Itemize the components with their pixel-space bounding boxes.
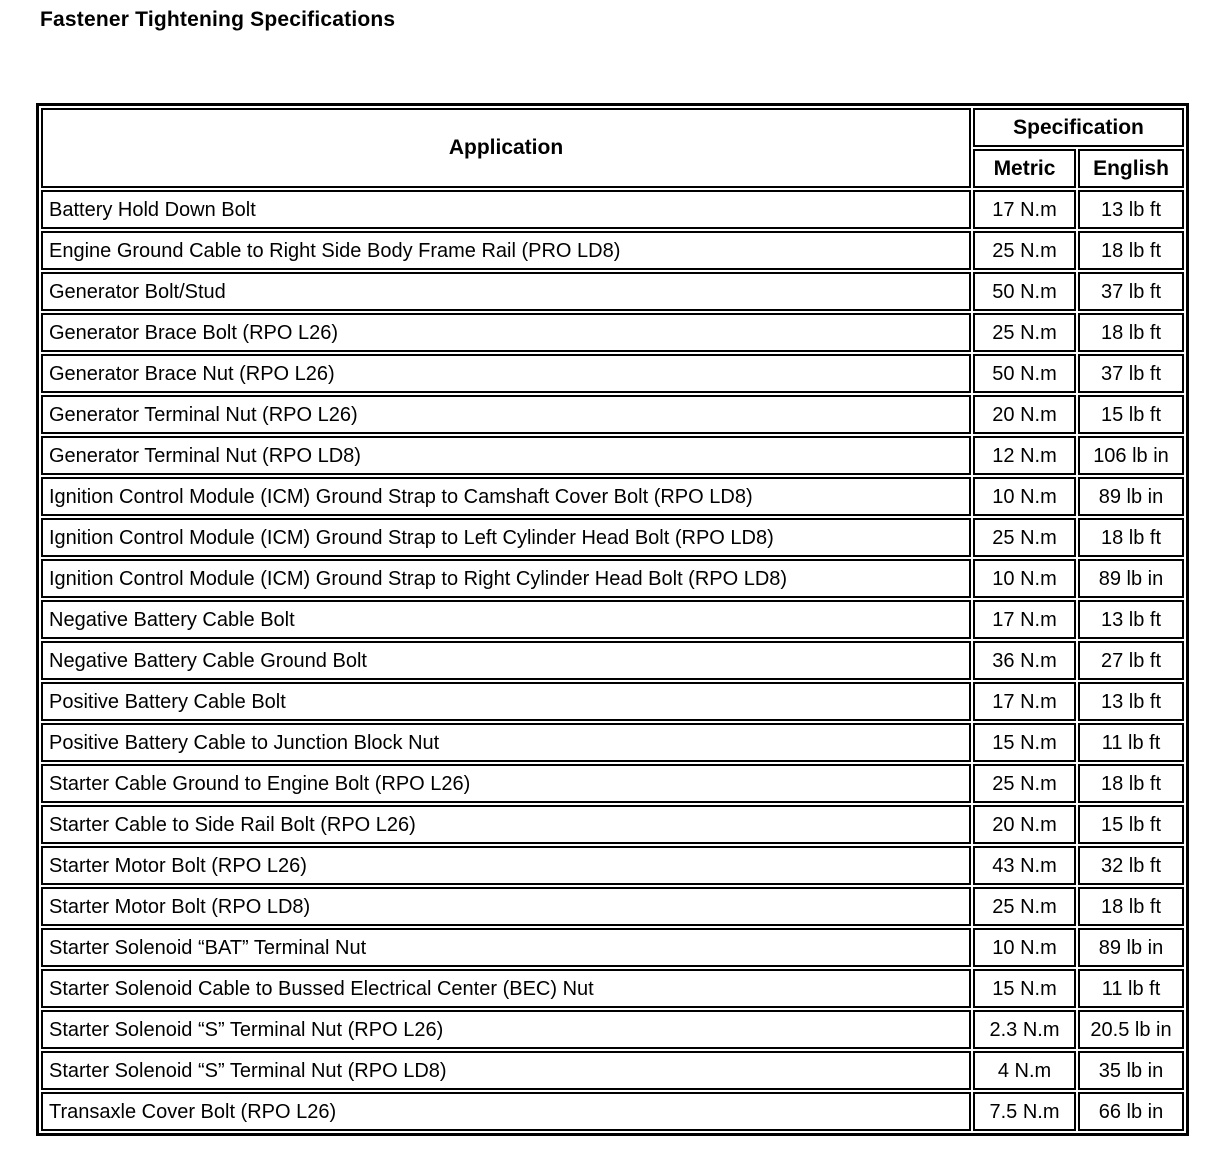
english-cell: 13 lb ft [1078, 600, 1184, 639]
english-cell: 106 lb in [1078, 436, 1184, 475]
english-cell: 18 lb ft [1078, 518, 1184, 557]
english-cell: 18 lb ft [1078, 764, 1184, 803]
application-column-header: Application [41, 108, 971, 188]
table-row [41, 641, 1184, 680]
english-cell: 89 lb in [1078, 559, 1184, 598]
table-row [41, 887, 1184, 926]
metric-cell: 20 N.m [973, 395, 1076, 434]
application-cell: Generator Terminal Nut (RPO LD8) [41, 436, 971, 475]
metric-cell: 25 N.m [973, 887, 1076, 926]
application-cell: Starter Solenoid “S” Terminal Nut (RPO L26) [41, 1010, 971, 1049]
metric-cell: 15 N.m [973, 969, 1076, 1008]
spec-table-header [41, 108, 1184, 188]
table-row [41, 805, 1184, 844]
header-row-1 [41, 108, 1184, 147]
table-row [41, 272, 1184, 311]
spec-table-body [41, 190, 1184, 1131]
metric-cell: 50 N.m [973, 354, 1076, 393]
table-row [41, 969, 1184, 1008]
application-cell: Ignition Control Module (ICM) Ground Strap to Left Cylinder Head Bolt (RPO LD8) [41, 518, 971, 557]
metric-cell: 43 N.m [973, 846, 1076, 885]
metric-cell: 50 N.m [973, 272, 1076, 311]
metric-cell: 7.5 N.m [973, 1092, 1076, 1131]
table-row [41, 231, 1184, 270]
english-cell: 32 lb ft [1078, 846, 1184, 885]
english-cell: 37 lb ft [1078, 354, 1184, 393]
application-cell: Negative Battery Cable Ground Bolt [41, 641, 971, 680]
application-cell: Starter Solenoid Cable to Bussed Electrical Center (BEC) Nut [41, 969, 971, 1008]
application-cell: Generator Brace Nut (RPO L26) [41, 354, 971, 393]
table-row [41, 395, 1184, 434]
english-cell: 18 lb ft [1078, 887, 1184, 926]
english-column-header: English [1078, 149, 1184, 188]
table-row [41, 518, 1184, 557]
metric-cell: 17 N.m [973, 190, 1076, 229]
table-row [41, 436, 1184, 475]
table-row [41, 846, 1184, 885]
page-title: Fastener Tightening Specifications [40, 8, 396, 31]
application-cell: Starter Cable to Side Rail Bolt (RPO L26) [41, 805, 971, 844]
application-cell: Generator Brace Bolt (RPO L26) [41, 313, 971, 352]
metric-cell: 25 N.m [973, 313, 1076, 352]
table-row [41, 313, 1184, 352]
application-cell: Positive Battery Cable Bolt [41, 682, 971, 721]
application-cell: Starter Solenoid “S” Terminal Nut (RPO LD8) [41, 1051, 971, 1090]
application-cell: Ignition Control Module (ICM) Ground Strap to Camshaft Cover Bolt (RPO LD8) [41, 477, 971, 516]
application-cell: Starter Solenoid “BAT” Terminal Nut [41, 928, 971, 967]
table-row [41, 928, 1184, 967]
english-cell: 18 lb ft [1078, 313, 1184, 352]
metric-cell: 10 N.m [973, 928, 1076, 967]
metric-cell: 10 N.m [973, 477, 1076, 516]
application-cell: Starter Motor Bolt (RPO LD8) [41, 887, 971, 926]
table-row [41, 1051, 1184, 1090]
application-cell: Generator Terminal Nut (RPO L26) [41, 395, 971, 434]
metric-cell: 15 N.m [973, 723, 1076, 762]
table-row [41, 477, 1184, 516]
english-cell: 89 lb in [1078, 477, 1184, 516]
application-cell: Starter Cable Ground to Engine Bolt (RPO L26) [41, 764, 971, 803]
english-cell: 11 lb ft [1078, 969, 1184, 1008]
table-row [41, 723, 1184, 762]
application-cell: Generator Bolt/Stud [41, 272, 971, 311]
english-cell: 18 lb ft [1078, 231, 1184, 270]
table-row [41, 559, 1184, 598]
metric-cell: 36 N.m [973, 641, 1076, 680]
english-cell: 37 lb ft [1078, 272, 1184, 311]
english-cell: 27 lb ft [1078, 641, 1184, 680]
metric-cell: 12 N.m [973, 436, 1076, 475]
english-cell: 66 lb in [1078, 1092, 1184, 1131]
application-cell: Negative Battery Cable Bolt [41, 600, 971, 639]
application-cell: Engine Ground Cable to Right Side Body Frame Rail (PRO LD8) [41, 231, 971, 270]
english-cell: 35 lb in [1078, 1051, 1184, 1090]
english-cell: 20.5 lb in [1078, 1010, 1184, 1049]
table-row [41, 1092, 1184, 1131]
application-cell: Positive Battery Cable to Junction Block Nut [41, 723, 971, 762]
table-row [41, 764, 1184, 803]
metric-cell: 25 N.m [973, 231, 1076, 270]
metric-cell: 20 N.m [973, 805, 1076, 844]
application-cell: Transaxle Cover Bolt (RPO L26) [41, 1092, 971, 1131]
metric-cell: 25 N.m [973, 518, 1076, 557]
english-cell: 13 lb ft [1078, 190, 1184, 229]
metric-cell: 17 N.m [973, 682, 1076, 721]
table-row [41, 682, 1184, 721]
table-row [41, 600, 1184, 639]
fastener-spec-table [36, 103, 1189, 1136]
english-cell: 15 lb ft [1078, 805, 1184, 844]
application-cell: Ignition Control Module (ICM) Ground Strap to Right Cylinder Head Bolt (RPO LD8) [41, 559, 971, 598]
english-cell: 13 lb ft [1078, 682, 1184, 721]
english-cell: 15 lb ft [1078, 395, 1184, 434]
metric-cell: 2.3 N.m [973, 1010, 1076, 1049]
metric-cell: 17 N.m [973, 600, 1076, 639]
metric-cell: 10 N.m [973, 559, 1076, 598]
metric-cell: 25 N.m [973, 764, 1076, 803]
table-row [41, 1010, 1184, 1049]
table-row [41, 354, 1184, 393]
application-cell: Battery Hold Down Bolt [41, 190, 971, 229]
specification-column-header: Specification [973, 108, 1184, 147]
metric-column-header: Metric [973, 149, 1076, 188]
english-cell: 89 lb in [1078, 928, 1184, 967]
table-row [41, 190, 1184, 229]
english-cell: 11 lb ft [1078, 723, 1184, 762]
metric-cell: 4 N.m [973, 1051, 1076, 1090]
application-cell: Starter Motor Bolt (RPO L26) [41, 846, 971, 885]
